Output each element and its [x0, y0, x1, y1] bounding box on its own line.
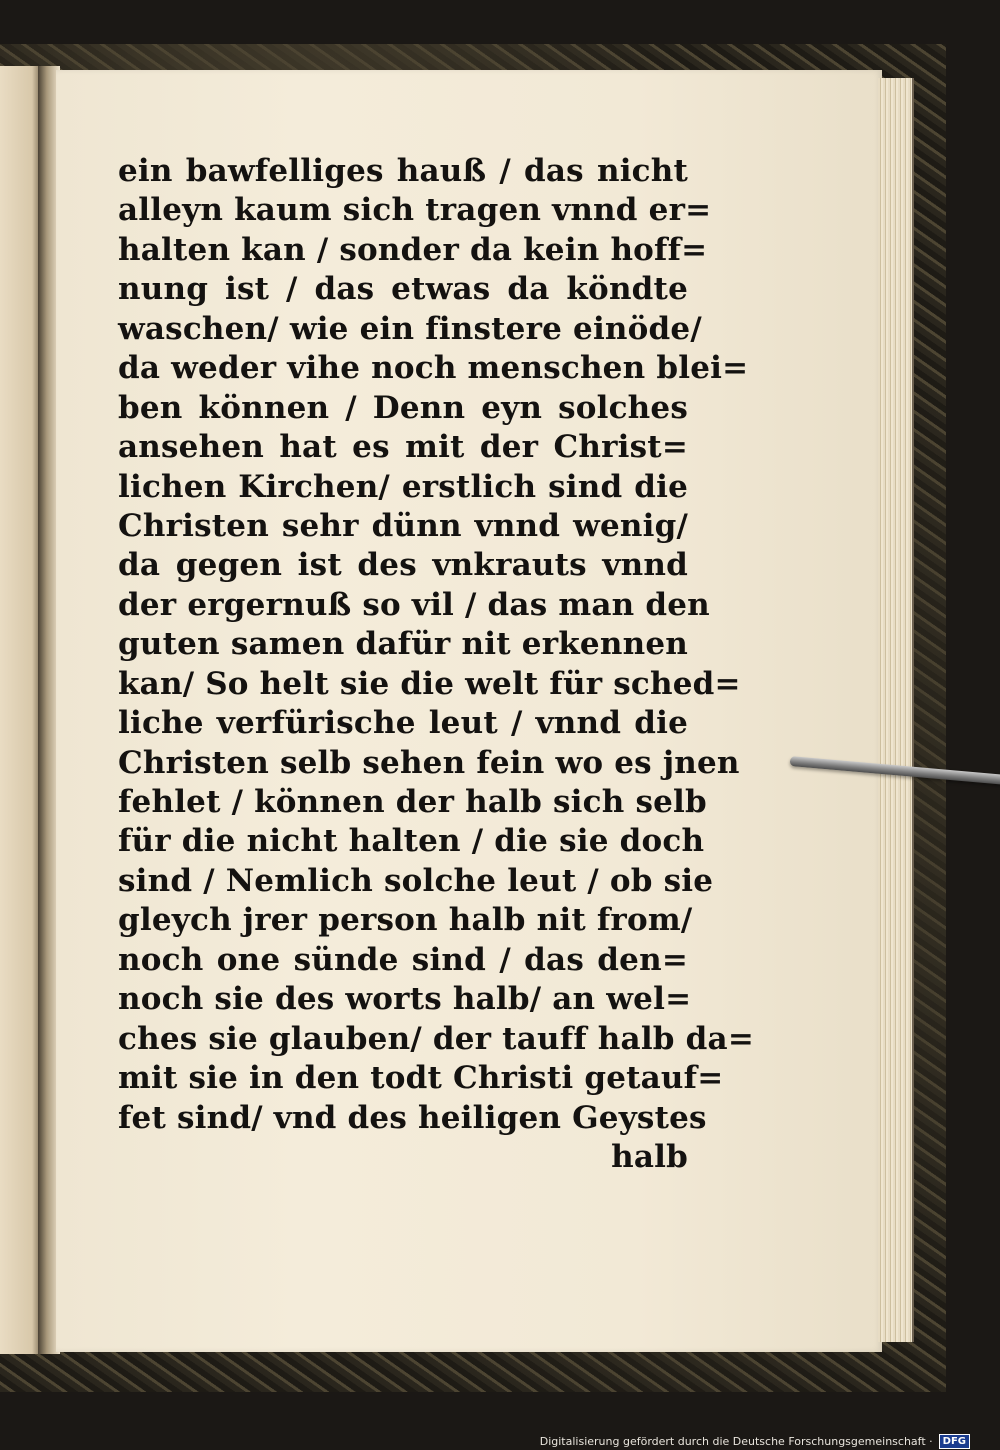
- text-line: liche verfürische leut / vnnd die: [118, 705, 688, 742]
- text-line: sind / Nemlich solche leut / ob sie: [118, 862, 714, 899]
- text-line: da gegen ist des vnkrauts vnnd: [118, 547, 688, 584]
- text-line: noch one sünde sind / das den=: [118, 941, 688, 978]
- text-line: noch sie des worts halb/ an wel=: [118, 981, 692, 1018]
- text-line: für die nicht halten / die sie doch: [118, 823, 705, 860]
- left-page-edge: [0, 66, 40, 1354]
- text-line: mit sie in den todt Christi getauf=: [118, 1060, 724, 1097]
- text-line: lichen Kirchen/ erstlich sind die: [118, 468, 688, 505]
- text-line: Christen sehr dünn vnnd wenig/: [118, 507, 688, 544]
- page-edges: [878, 78, 912, 1342]
- text-line: ein bawfelliges hauß / das nicht: [118, 153, 688, 189]
- text-line: da weder vihe noch menschen blei=: [118, 350, 749, 387]
- text-line: der ergernuß so vil / das man den: [118, 586, 710, 623]
- text-line: fet sind/ vnd des heiligen Geystes: [118, 1099, 707, 1136]
- digitization-credit: [540, 1432, 970, 1450]
- text-line: nung ist / das etwas da köndte: [118, 271, 688, 308]
- text-line: waschen/ wie ein finstere einöde/: [118, 310, 702, 347]
- text-line: gleych jrer person halb nit from/: [118, 902, 693, 939]
- text-line: ben können / Denn eyn solches: [118, 389, 688, 426]
- text-line: guten samen dafür nit erkennen: [118, 626, 688, 663]
- text-line: ansehen hat es mit der Christ=: [118, 429, 688, 466]
- credit-text: Digitalisierung gefördert durch die Deutsche Forschungsgemeinschaft ·: [539, 1434, 933, 1448]
- text-line: halten kan / sonder da kein hoff=: [118, 231, 708, 268]
- text-line: Christen selb sehen fein wo es jnen: [118, 744, 740, 781]
- text-line: alleyn kaum sich tragen vnnd er=: [118, 192, 712, 229]
- catchword: halb: [611, 1138, 688, 1175]
- page-text: [118, 152, 754, 1177]
- text-line: ches sie glauben/ der tauff halb da=: [118, 1020, 754, 1057]
- text-line: kan/ So helt sie die welt für sched=: [118, 665, 741, 702]
- text-line: fehlet / können der halb sich selb: [118, 784, 707, 820]
- dfg-logo: DFG: [939, 1434, 970, 1449]
